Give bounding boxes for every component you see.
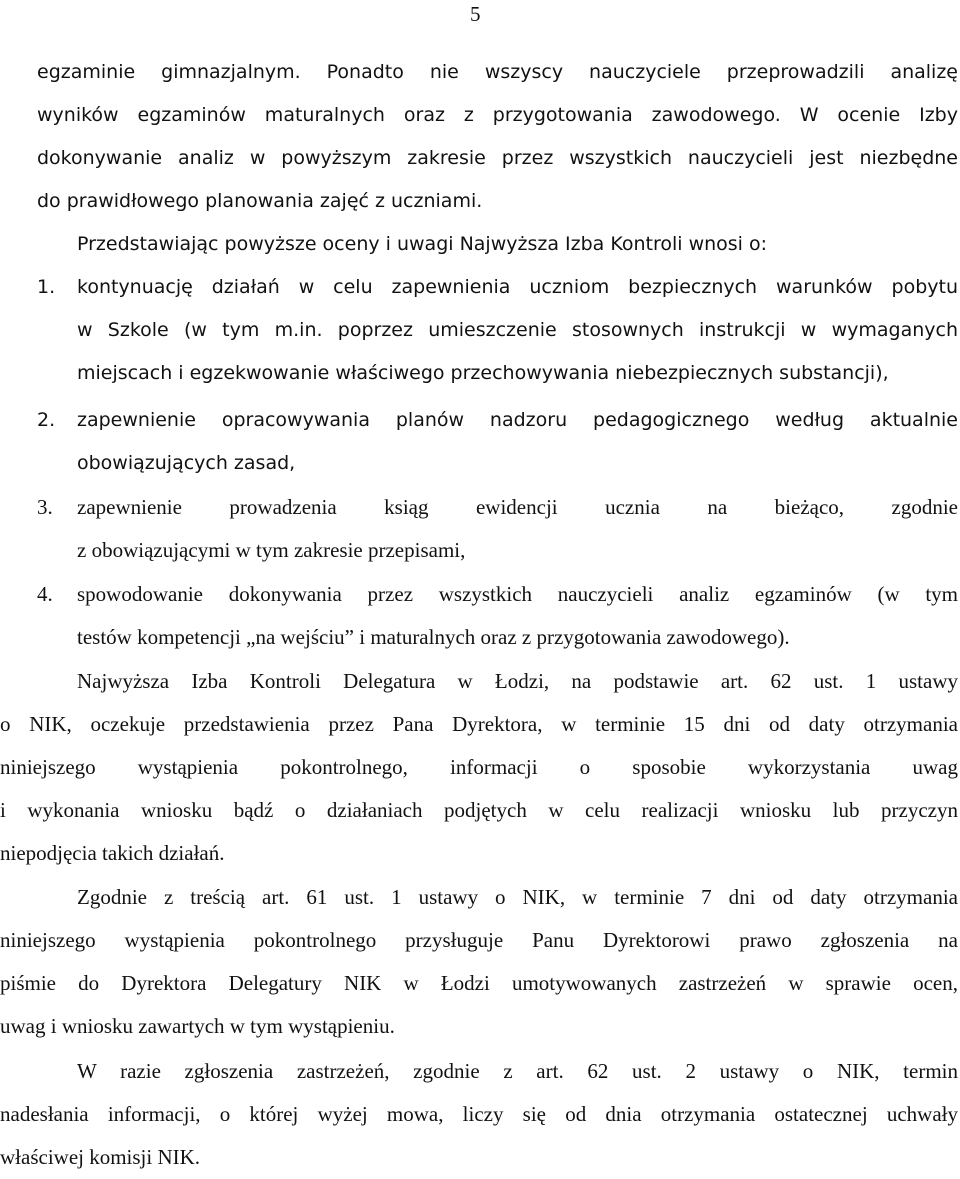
recommendation-line: spowodowanie dokonywania przez wszystkich nauczycieli analiz egzaminów (w tym: [77, 582, 958, 606]
paragraph-line: właściwej komisji NIK.: [0, 1145, 201, 1169]
intro-line: do prawidłowego planowania zajęć z uczniami.: [37, 190, 483, 212]
recommendation-line: zapewnienie prowadzenia ksiąg ewidencji ucznia na bieżąco, zgodnie: [77, 495, 958, 519]
recommendation-line: kontynuację działań w celu zapewnienia uczniom bezpiecznych warunków pobytu: [77, 276, 958, 298]
intro-paragraph: [37, 51, 958, 223]
paragraph-line: niepodjęcia takich działań.: [0, 841, 225, 865]
intro-line: wyników egzaminów maturalnych oraz z przygotowania zawodowego. W ocenie Izby: [37, 104, 958, 126]
recommendation-line: zapewnienie opracowywania planów nadzoru pedagogicznego według aktualnie: [77, 409, 958, 431]
recommendation-line: w Szkole (w tym m.in. poprzez umieszczenie stosownych instrukcji w wymaganych: [77, 319, 958, 341]
intro-line: dokonywanie analiz w powyższym zakresie przez wszystkich nauczycieli jest niezbędne: [37, 147, 958, 169]
recommendation-line: miejscach i egzekwowanie właściwego przechowywania niebezpiecznych substancji),: [77, 362, 889, 384]
recommendation-line: testów kompetencji „na wejściu” i maturalnych oraz z przygotowania zawodowego).: [77, 625, 790, 649]
page-number: 5: [470, 2, 481, 26]
paragraph-line: niniejszego wystąpienia pokontrolnego, informacji o sposobie wykorzystania uwag: [0, 755, 958, 779]
paragraph-line: nadesłania informacji, o której wyżej mowa, liczy się od dnia otrzymania ostatecznej uchwały: [0, 1102, 958, 1126]
motion-intro: [77, 223, 958, 266]
recommendation-number: 3.: [37, 495, 53, 519]
intro-line: egzaminie gimnazjalnym. Ponadto nie wszyscy nauczyciele przeprowadzili analizę: [37, 61, 958, 83]
paragraph-line: o NIK, oczekuje przedstawienia przez Pana Dyrektora, w terminie 15 dni od daty otrzymania: [0, 712, 958, 736]
recommendation-number: 1.: [37, 276, 56, 298]
expectation-paragraph: [0, 660, 958, 875]
recommendation-item: [37, 266, 958, 395]
recommendation-item: [37, 399, 958, 485]
recommendation-item: [37, 573, 958, 659]
deadline-paragraph: [0, 1050, 958, 1179]
paragraph-line: i wykonania wniosku bądź o działaniach podjętych w celu realizacji wniosku lub przyczyn: [0, 798, 958, 822]
recommendation-number: 2.: [37, 409, 56, 431]
paragraph-line: uwag i wniosku zawartych w tym wystąpieniu.: [0, 1014, 395, 1038]
paragraph-line: niniejszego wystąpienia pokontrolnego przysługuje Panu Dyrektorowi prawo zgłoszenia na: [0, 928, 958, 952]
paragraph-line: Zgodnie z treścią art. 61 ust. 1 ustawy o NIK, w terminie 7 dni od daty otrzymania: [77, 885, 958, 909]
motion-intro-text: Przedstawiając powyższe oceny i uwagi Najwyższa Izba Kontroli wnosi o:: [77, 233, 768, 255]
recommendation-line: z obowiązującymi w tym zakresie przepisami,: [77, 538, 466, 562]
paragraph-line: piśmie do Dyrektora Delegatury NIK w Łodzi umotywowanych zastrzeżeń w sprawie ocen,: [0, 971, 958, 995]
recommendation-line: obowiązujących zasad,: [77, 452, 296, 474]
recommendation-item: [37, 486, 958, 572]
paragraph-line: Najwyższa Izba Kontroli Delegatura w Łodzi, na podstawie art. 62 ust. 1 ustawy: [77, 669, 958, 693]
recommendation-number: 4.: [37, 582, 53, 606]
paragraph-line: W razie zgłoszenia zastrzeżeń, zgodnie z art. 62 ust. 2 ustawy o NIK, termin: [77, 1059, 958, 1083]
objection-paragraph: [0, 876, 958, 1048]
